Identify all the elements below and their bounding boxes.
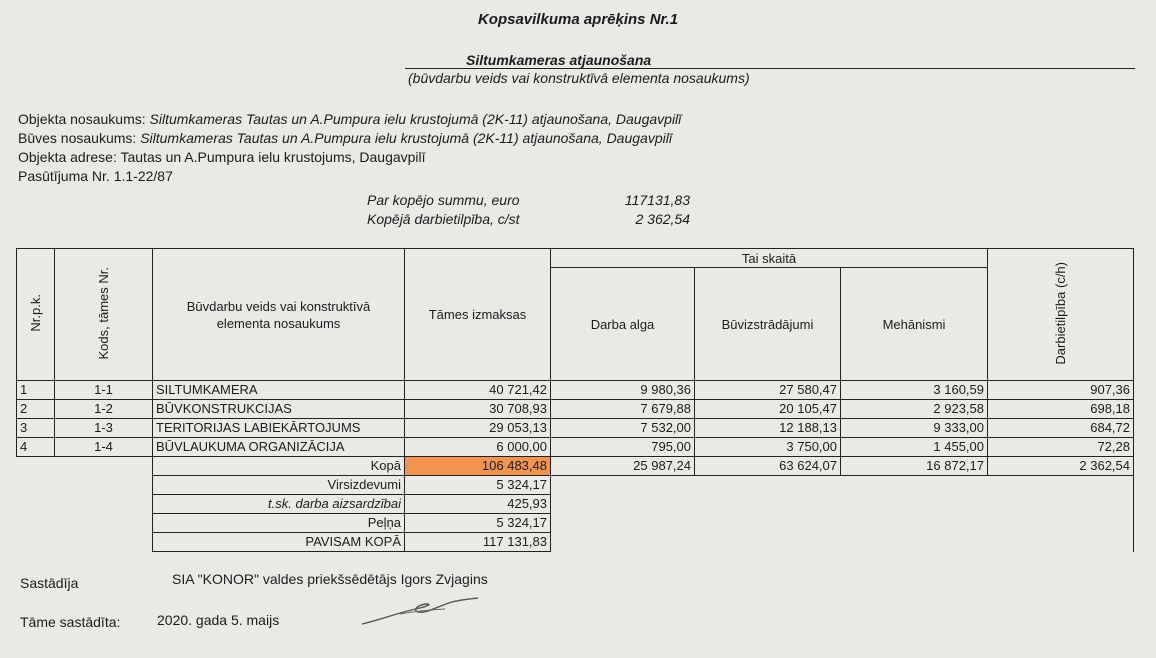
row-name: BŪVKONSTRUKCIJAS — [153, 400, 405, 419]
building-name-line — [18, 129, 672, 148]
total-sum-value: 117131,83 — [624, 192, 690, 208]
header-cost: Tāmes izmaksas — [405, 249, 551, 381]
row-name: SILTUMKAMERA — [153, 381, 405, 400]
row-cost: 40 721,42 — [405, 381, 551, 400]
total-sum-label: Par kopējo summu, euro — [367, 192, 520, 208]
profit-row — [17, 514, 1134, 533]
row-code: 1-2 — [55, 400, 153, 419]
row-wages: 795,00 — [551, 438, 695, 457]
object-address-line — [18, 148, 426, 167]
table-row — [17, 400, 1134, 419]
row-mechanisms: 3 160,59 — [841, 381, 988, 400]
object-name-value: Siltumkameras Tautas un A.Pumpura ielu krustojumā (2K-11) atjaunošana, Daugavpilī — [149, 111, 682, 127]
row-cost: 6 000,00 — [405, 438, 551, 457]
row-code: 1-1 — [55, 381, 153, 400]
row-materials: 20 105,47 — [695, 400, 841, 419]
header-materials: Būvizstrādājumi — [695, 268, 841, 381]
prepared-label: Sastādīja — [20, 575, 79, 591]
prepared-value: SIA "KONOR" valdes priekšsēdētājs Igors Zvjagins — [172, 571, 488, 587]
row-labor: 684,72 — [988, 419, 1134, 438]
estimate-table — [16, 248, 1134, 552]
overhead-value: 5 324,17 — [405, 476, 551, 495]
row-cost: 29 053,13 — [405, 419, 551, 438]
row-wages: 7 679,88 — [551, 400, 695, 419]
grand-total-row — [17, 533, 1134, 552]
header-labor: Darbietilpība (c/h) — [988, 249, 1134, 381]
row-nr: 3 — [17, 419, 55, 438]
total-mechanisms: 16 872,17 — [841, 457, 988, 476]
table-row — [17, 381, 1134, 400]
row-materials: 3 750,00 — [695, 438, 841, 457]
order-number: Pasūtījuma Nr. 1.1-22/87 — [18, 168, 173, 184]
safety-row — [17, 495, 1134, 514]
row-code: 1-3 — [55, 419, 153, 438]
row-labor: 698,18 — [988, 400, 1134, 419]
object-name-label: Objekta nosaukums: — [18, 111, 146, 127]
row-wages: 9 980,36 — [551, 381, 695, 400]
row-code: 1-4 — [55, 438, 153, 457]
work-caption: (būvdarbu veids vai konstruktīvā elementa nosaukums) — [408, 70, 750, 86]
overhead-label: Virsizdevumi — [153, 476, 405, 495]
document-title: Kopsavilkuma aprēķins Nr.1 — [477, 11, 679, 28]
total-row — [17, 457, 1134, 476]
row-mechanisms: 2 923,58 — [841, 400, 988, 419]
safety-value: 425,93 — [405, 495, 551, 514]
signature-image — [360, 592, 480, 632]
header-name: Būvdarbu veids vai konstruktīvā elementa nosaukums — [153, 249, 405, 381]
total-label: Kopā — [153, 457, 405, 476]
total-wages: 25 987,24 — [551, 457, 695, 476]
row-materials: 27 580,47 — [695, 381, 841, 400]
profit-value: 5 324,17 — [405, 514, 551, 533]
total-labor: 2 362,54 — [988, 457, 1134, 476]
overhead-row — [17, 476, 1134, 495]
header-mechanisms: Mehānismi — [841, 268, 988, 381]
header-nr: Nr.p.k. — [17, 249, 55, 381]
row-name: BŪVLAUKUMA ORGANIZĀCIJA — [153, 438, 405, 457]
row-labor: 72,28 — [988, 438, 1134, 457]
object-address-value: Tautas un A.Pumpura ielu krustojums, Daugavpilī — [120, 149, 426, 165]
total-materials: 63 624,07 — [695, 457, 841, 476]
table-row — [17, 438, 1134, 457]
total-labor-value: 2 362,54 — [635, 211, 690, 227]
row-nr: 2 — [17, 400, 55, 419]
object-address-label: Objekta adrese: — [18, 149, 117, 165]
safety-label: t.sk. darba aizsardzībai — [153, 495, 405, 514]
building-name-label: Būves nosaukums: — [18, 130, 137, 146]
table-row — [17, 419, 1134, 438]
row-labor: 907,36 — [988, 381, 1134, 400]
row-cost: 30 708,93 — [405, 400, 551, 419]
row-wages: 7 532,00 — [551, 419, 695, 438]
building-name-value: Siltumkameras Tautas un A.Pumpura ielu krustojumā (2K-11) atjaunošana, Daugavpilī — [140, 130, 672, 146]
object-name-line — [18, 110, 681, 129]
total-labor-label: Kopējā darbietilpība, c/st — [367, 211, 520, 227]
grand-total-value: 117 131,83 — [405, 533, 551, 552]
date-value: 2020. gada 5. maijs — [157, 612, 280, 628]
row-mechanisms: 1 455,00 — [841, 438, 988, 457]
date-label: Tāme sastādīta: — [20, 614, 121, 630]
row-materials: 12 188,13 — [695, 419, 841, 438]
header-code: Kods, tāmes Nr. — [55, 249, 153, 381]
row-nr: 1 — [17, 381, 55, 400]
work-name-underline — [405, 68, 1135, 69]
header-wages: Darba alga — [551, 268, 695, 381]
grand-total-label: PAVISAM KOPĀ — [153, 533, 405, 552]
row-nr: 4 — [17, 438, 55, 457]
row-name: TERITORIJAS LABIEKĀRTOJUMS — [153, 419, 405, 438]
header-group: Tai skaitā — [551, 249, 988, 268]
work-name: Siltumkameras atjaunošana — [466, 52, 652, 68]
profit-label: Peļņa — [153, 514, 405, 533]
row-mechanisms: 9 333,00 — [841, 419, 988, 438]
total-cost: 106 483,48 — [405, 457, 551, 476]
